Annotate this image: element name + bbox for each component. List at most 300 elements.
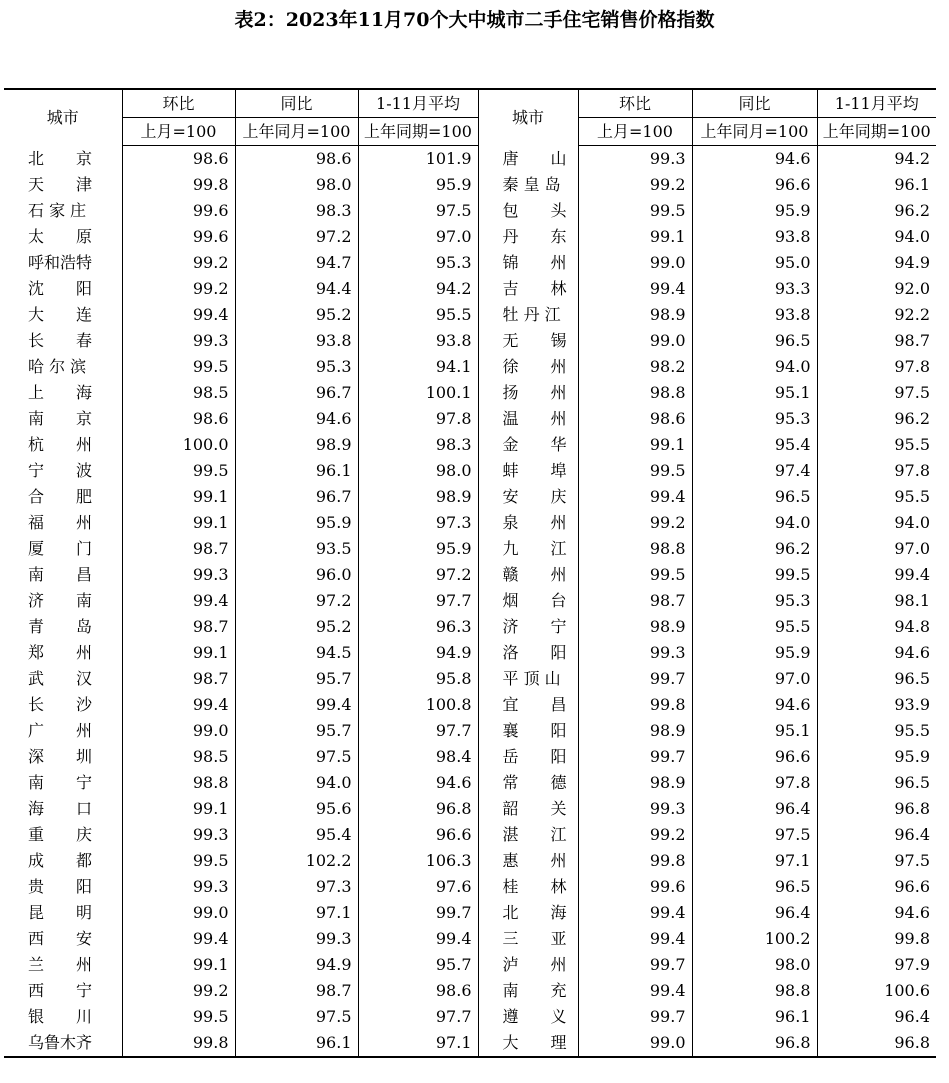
value-cell: 99.6 xyxy=(122,224,235,250)
price-index-table xyxy=(4,88,936,1058)
value-cell: 97.5 xyxy=(817,380,936,406)
value-cell: 99.4 xyxy=(122,926,235,952)
value-cell: 99.5 xyxy=(578,458,692,484)
value-cell: 94.0 xyxy=(817,510,936,536)
value-cell: 98.8 xyxy=(122,770,235,796)
value-cell: 99.4 xyxy=(235,692,358,718)
value-cell: 96.8 xyxy=(692,1030,817,1057)
value-cell: 99.5 xyxy=(578,198,692,224)
value-cell: 96.1 xyxy=(817,172,936,198)
value-cell: 97.2 xyxy=(235,588,358,614)
table-row xyxy=(4,744,936,770)
city-cell: 平 顶 山 xyxy=(478,666,578,692)
value-cell: 94.9 xyxy=(235,952,358,978)
value-cell: 98.1 xyxy=(817,588,936,614)
value-cell: 99.2 xyxy=(578,822,692,848)
header-city-right: 城市 xyxy=(478,89,578,146)
value-cell: 95.1 xyxy=(692,718,817,744)
table-body xyxy=(4,146,936,1058)
value-cell: 99.3 xyxy=(122,822,235,848)
city-cell: 西 安 xyxy=(28,929,93,948)
table-row xyxy=(4,536,936,562)
value-cell: 95.3 xyxy=(235,354,358,380)
value-cell: 95.3 xyxy=(692,588,817,614)
header-yoy-left: 同比 xyxy=(235,89,358,118)
city-cell: 贵 阳 xyxy=(28,877,93,896)
table-row xyxy=(4,718,936,744)
city-cell: 宁 波 xyxy=(28,461,93,480)
value-cell: 99.1 xyxy=(578,432,692,458)
value-cell: 97.5 xyxy=(358,198,478,224)
city-cell: 大 连 xyxy=(28,305,93,324)
value-cell: 99.8 xyxy=(122,172,235,198)
value-cell: 96.5 xyxy=(817,770,936,796)
value-cell: 99.5 xyxy=(122,354,235,380)
city-cell: 上 海 xyxy=(28,383,93,402)
value-cell: 98.3 xyxy=(235,198,358,224)
value-cell: 100.6 xyxy=(817,978,936,1004)
city-cell: 海 口 xyxy=(28,799,93,818)
city-cell: 青 岛 xyxy=(28,617,93,636)
value-cell: 99.3 xyxy=(122,874,235,900)
city-cell: 锦 州 xyxy=(478,250,578,276)
value-cell: 96.4 xyxy=(692,796,817,822)
value-cell: 99.0 xyxy=(578,328,692,354)
value-cell: 93.3 xyxy=(692,276,817,302)
value-cell: 97.0 xyxy=(692,666,817,692)
city-cell: 北 海 xyxy=(478,900,578,926)
value-cell: 98.9 xyxy=(578,718,692,744)
city-cell: 武 汉 xyxy=(28,669,93,688)
value-cell: 99.1 xyxy=(122,484,235,510)
value-cell: 94.9 xyxy=(358,640,478,666)
value-cell: 99.5 xyxy=(692,562,817,588)
value-cell: 94.2 xyxy=(817,146,936,173)
value-cell: 99.4 xyxy=(578,926,692,952)
city-cell: 长 春 xyxy=(28,331,93,350)
value-cell: 97.8 xyxy=(817,458,936,484)
table-row xyxy=(4,224,936,250)
city-cell: 安 庆 xyxy=(478,484,578,510)
value-cell: 95.9 xyxy=(692,198,817,224)
table-row xyxy=(4,380,936,406)
value-cell: 99.1 xyxy=(122,796,235,822)
value-cell: 94.4 xyxy=(235,276,358,302)
city-cell: 广 州 xyxy=(28,721,93,740)
value-cell: 93.9 xyxy=(817,692,936,718)
value-cell: 96.1 xyxy=(692,1004,817,1030)
value-cell: 94.8 xyxy=(817,614,936,640)
city-cell: 泸 州 xyxy=(478,952,578,978)
value-cell: 95.0 xyxy=(692,250,817,276)
city-cell: 烟 台 xyxy=(478,588,578,614)
value-cell: 98.7 xyxy=(817,328,936,354)
value-cell: 98.8 xyxy=(578,536,692,562)
city-cell: 济 宁 xyxy=(478,614,578,640)
city-cell: 合 肥 xyxy=(28,487,93,506)
city-cell: 南 宁 xyxy=(28,773,93,792)
value-cell: 96.5 xyxy=(692,484,817,510)
city-cell: 金 华 xyxy=(478,432,578,458)
value-cell: 98.3 xyxy=(358,432,478,458)
city-cell: 惠 州 xyxy=(478,848,578,874)
city-cell: 大 理 xyxy=(478,1030,578,1057)
city-cell: 济 南 xyxy=(28,591,93,610)
value-cell: 97.6 xyxy=(358,874,478,900)
city-cell: 唐 山 xyxy=(478,146,578,173)
value-cell: 99.2 xyxy=(122,276,235,302)
value-cell: 99.7 xyxy=(578,952,692,978)
value-cell: 92.2 xyxy=(817,302,936,328)
table-header xyxy=(4,89,936,146)
value-cell: 96.6 xyxy=(692,172,817,198)
value-cell: 98.6 xyxy=(122,406,235,432)
city-cell: 呼和浩特 xyxy=(28,253,93,272)
value-cell: 96.8 xyxy=(817,796,936,822)
value-cell: 98.7 xyxy=(122,536,235,562)
value-cell: 98.9 xyxy=(235,432,358,458)
value-cell: 94.5 xyxy=(235,640,358,666)
table-row xyxy=(4,796,936,822)
value-cell: 98.2 xyxy=(578,354,692,380)
value-cell: 93.8 xyxy=(692,224,817,250)
city-cell: 长 沙 xyxy=(28,695,93,714)
city-cell: 南 充 xyxy=(478,978,578,1004)
value-cell: 97.5 xyxy=(235,744,358,770)
value-cell: 95.5 xyxy=(817,718,936,744)
table-row xyxy=(4,276,936,302)
value-cell: 93.8 xyxy=(692,302,817,328)
value-cell: 94.2 xyxy=(358,276,478,302)
value-cell: 99.8 xyxy=(578,848,692,874)
value-cell: 99.5 xyxy=(122,458,235,484)
header-avg-right: 1-11月平均 xyxy=(817,89,936,118)
city-cell: 宜 昌 xyxy=(478,692,578,718)
value-cell: 99.5 xyxy=(122,848,235,874)
value-cell: 96.3 xyxy=(358,614,478,640)
city-cell: 石 家 庄 xyxy=(28,201,87,220)
table-row xyxy=(4,484,936,510)
value-cell: 95.5 xyxy=(817,432,936,458)
value-cell: 99.3 xyxy=(578,640,692,666)
value-cell: 97.1 xyxy=(235,900,358,926)
value-cell: 95.7 xyxy=(235,718,358,744)
value-cell: 95.9 xyxy=(235,510,358,536)
value-cell: 97.1 xyxy=(692,848,817,874)
city-cell: 南 昌 xyxy=(28,565,93,584)
table-row xyxy=(4,952,936,978)
value-cell: 93.8 xyxy=(235,328,358,354)
value-cell: 95.4 xyxy=(692,432,817,458)
city-cell: 牡 丹 江 xyxy=(478,302,578,328)
table-title: 表2：2023年11月70个大中城市二手住宅销售价格指数 xyxy=(234,9,715,31)
table-row xyxy=(4,354,936,380)
value-cell: 99.7 xyxy=(578,666,692,692)
value-cell: 97.7 xyxy=(358,718,478,744)
value-cell: 94.6 xyxy=(692,692,817,718)
value-cell: 92.0 xyxy=(817,276,936,302)
value-cell: 97.3 xyxy=(235,874,358,900)
value-cell: 99.1 xyxy=(122,510,235,536)
value-cell: 95.9 xyxy=(358,536,478,562)
city-cell: 遵 义 xyxy=(478,1004,578,1030)
value-cell: 99.6 xyxy=(122,198,235,224)
city-cell: 天 津 xyxy=(28,175,93,194)
value-cell: 97.9 xyxy=(817,952,936,978)
city-cell: 常 德 xyxy=(478,770,578,796)
value-cell: 99.1 xyxy=(122,952,235,978)
value-cell: 94.6 xyxy=(817,900,936,926)
value-cell: 97.0 xyxy=(358,224,478,250)
header-yoy-base-left: 上年同月=100 xyxy=(235,118,358,146)
city-cell: 厦 门 xyxy=(28,539,93,558)
value-cell: 98.9 xyxy=(578,770,692,796)
header-avg-base-left: 上年同期=100 xyxy=(358,118,478,146)
value-cell: 96.5 xyxy=(692,874,817,900)
table-row xyxy=(4,250,936,276)
city-cell: 韶 关 xyxy=(478,796,578,822)
value-cell: 99.8 xyxy=(578,692,692,718)
city-cell: 昆 明 xyxy=(28,903,93,922)
city-cell: 桂 林 xyxy=(478,874,578,900)
value-cell: 98.6 xyxy=(578,406,692,432)
table-row xyxy=(4,926,936,952)
value-cell: 99.5 xyxy=(122,1004,235,1030)
value-cell: 100.0 xyxy=(122,432,235,458)
value-cell: 98.9 xyxy=(358,484,478,510)
city-cell: 重 庆 xyxy=(28,825,93,844)
value-cell: 99.8 xyxy=(817,926,936,952)
city-cell: 南 京 xyxy=(28,409,93,428)
value-cell: 97.7 xyxy=(358,588,478,614)
value-cell: 99.3 xyxy=(578,146,692,173)
table-row xyxy=(4,458,936,484)
header-avg-left: 1-11月平均 xyxy=(358,89,478,118)
value-cell: 96.6 xyxy=(692,744,817,770)
value-cell: 99.0 xyxy=(122,718,235,744)
value-cell: 97.4 xyxy=(692,458,817,484)
value-cell: 97.2 xyxy=(235,224,358,250)
table-row xyxy=(4,640,936,666)
value-cell: 96.8 xyxy=(817,1030,936,1057)
table-row xyxy=(4,978,936,1004)
city-cell: 乌鲁木齐 xyxy=(4,1030,122,1057)
value-cell: 96.4 xyxy=(817,1004,936,1030)
value-cell: 98.4 xyxy=(358,744,478,770)
header-mom-right: 环比 xyxy=(578,89,692,118)
city-cell: 沈 阳 xyxy=(28,279,93,298)
value-cell: 98.7 xyxy=(122,666,235,692)
value-cell: 94.7 xyxy=(235,250,358,276)
value-cell: 99.5 xyxy=(578,562,692,588)
value-cell: 95.3 xyxy=(692,406,817,432)
value-cell: 98.6 xyxy=(235,146,358,173)
city-cell: 泉 州 xyxy=(478,510,578,536)
city-cell: 西 宁 xyxy=(28,981,93,1000)
value-cell: 98.8 xyxy=(578,380,692,406)
table-row xyxy=(4,588,936,614)
city-cell: 九 江 xyxy=(478,536,578,562)
header-yoy-right: 同比 xyxy=(692,89,817,118)
table-row xyxy=(4,874,936,900)
table-row xyxy=(4,770,936,796)
value-cell: 96.5 xyxy=(817,666,936,692)
value-cell: 99.4 xyxy=(578,276,692,302)
city-cell: 三 亚 xyxy=(478,926,578,952)
city-cell: 徐 州 xyxy=(478,354,578,380)
value-cell: 98.0 xyxy=(235,172,358,198)
city-cell: 湛 江 xyxy=(478,822,578,848)
value-cell: 99.3 xyxy=(578,796,692,822)
value-cell: 94.6 xyxy=(692,146,817,173)
value-cell: 96.6 xyxy=(358,822,478,848)
value-cell: 95.7 xyxy=(235,666,358,692)
value-cell: 94.0 xyxy=(692,354,817,380)
value-cell: 99.3 xyxy=(122,328,235,354)
value-cell: 98.8 xyxy=(692,978,817,1004)
city-cell: 无 锡 xyxy=(478,328,578,354)
value-cell: 99.2 xyxy=(122,250,235,276)
header-yoy-base-right: 上年同月=100 xyxy=(692,118,817,146)
table-row xyxy=(4,562,936,588)
city-cell: 兰 州 xyxy=(28,955,93,974)
value-cell: 95.5 xyxy=(692,614,817,640)
value-cell: 94.6 xyxy=(235,406,358,432)
value-cell: 97.3 xyxy=(358,510,478,536)
value-cell: 96.1 xyxy=(235,1030,358,1057)
city-cell: 郑 州 xyxy=(28,643,93,662)
city-cell: 温 州 xyxy=(478,406,578,432)
table-row xyxy=(4,510,936,536)
value-cell: 96.2 xyxy=(817,198,936,224)
value-cell: 99.4 xyxy=(122,692,235,718)
value-cell: 97.2 xyxy=(358,562,478,588)
value-cell: 98.0 xyxy=(358,458,478,484)
value-cell: 95.2 xyxy=(235,614,358,640)
city-cell: 赣 州 xyxy=(478,562,578,588)
value-cell: 99.1 xyxy=(578,224,692,250)
value-cell: 99.2 xyxy=(578,172,692,198)
value-cell: 99.0 xyxy=(122,900,235,926)
value-cell: 96.5 xyxy=(692,328,817,354)
value-cell: 96.2 xyxy=(817,406,936,432)
table-row xyxy=(4,406,936,432)
value-cell: 96.4 xyxy=(817,822,936,848)
table-row xyxy=(4,900,936,926)
value-cell: 99.4 xyxy=(122,588,235,614)
table-row xyxy=(4,146,936,173)
city-cell: 吉 林 xyxy=(478,276,578,302)
header-mom-base-right: 上月=100 xyxy=(578,118,692,146)
value-cell: 102.2 xyxy=(235,848,358,874)
header-avg-base-right: 上年同期=100 xyxy=(817,118,936,146)
table-row xyxy=(4,666,936,692)
value-cell: 95.9 xyxy=(692,640,817,666)
value-cell: 98.9 xyxy=(578,302,692,328)
value-cell: 97.5 xyxy=(692,822,817,848)
value-cell: 99.4 xyxy=(122,302,235,328)
value-cell: 94.6 xyxy=(817,640,936,666)
value-cell: 99.3 xyxy=(122,562,235,588)
value-cell: 95.3 xyxy=(358,250,478,276)
value-cell: 96.6 xyxy=(817,874,936,900)
value-cell: 95.8 xyxy=(358,666,478,692)
value-cell: 98.7 xyxy=(122,614,235,640)
value-cell: 97.8 xyxy=(358,406,478,432)
city-cell: 襄 阳 xyxy=(478,718,578,744)
value-cell: 99.7 xyxy=(358,900,478,926)
value-cell: 99.1 xyxy=(122,640,235,666)
header-mom-base-left: 上月=100 xyxy=(122,118,235,146)
city-cell: 杭 州 xyxy=(28,435,93,454)
value-cell: 93.8 xyxy=(358,328,478,354)
city-cell: 银 川 xyxy=(28,1007,93,1026)
city-cell: 岳 阳 xyxy=(478,744,578,770)
table-row xyxy=(4,848,936,874)
value-cell: 100.8 xyxy=(358,692,478,718)
value-cell: 99.4 xyxy=(578,900,692,926)
value-cell: 95.6 xyxy=(235,796,358,822)
value-cell: 99.0 xyxy=(578,250,692,276)
value-cell: 95.9 xyxy=(358,172,478,198)
table-row xyxy=(4,198,936,224)
value-cell: 95.1 xyxy=(692,380,817,406)
table-row xyxy=(4,328,936,354)
value-cell: 98.5 xyxy=(122,380,235,406)
table-row xyxy=(4,692,936,718)
value-cell: 97.7 xyxy=(358,1004,478,1030)
table-row xyxy=(4,302,936,328)
city-cell: 北 京 xyxy=(28,148,93,168)
value-cell: 99.6 xyxy=(578,874,692,900)
value-cell: 95.5 xyxy=(358,302,478,328)
value-cell: 96.0 xyxy=(235,562,358,588)
value-cell: 96.7 xyxy=(235,380,358,406)
value-cell: 97.5 xyxy=(235,1004,358,1030)
value-cell: 99.7 xyxy=(578,1004,692,1030)
value-cell: 98.6 xyxy=(358,978,478,1004)
value-cell: 98.7 xyxy=(578,588,692,614)
value-cell: 99.7 xyxy=(578,744,692,770)
value-cell: 96.4 xyxy=(692,900,817,926)
value-cell: 99.3 xyxy=(235,926,358,952)
value-cell: 99.4 xyxy=(358,926,478,952)
header-city-left: 城市 xyxy=(4,89,122,146)
value-cell: 96.1 xyxy=(235,458,358,484)
city-cell: 洛 阳 xyxy=(478,640,578,666)
value-cell: 98.5 xyxy=(122,744,235,770)
value-cell: 101.9 xyxy=(358,146,478,173)
value-cell: 99.2 xyxy=(122,978,235,1004)
value-cell: 98.7 xyxy=(235,978,358,1004)
value-cell: 99.4 xyxy=(817,562,936,588)
value-cell: 94.0 xyxy=(235,770,358,796)
value-cell: 94.0 xyxy=(692,510,817,536)
value-cell: 97.0 xyxy=(817,536,936,562)
table-row xyxy=(4,614,936,640)
value-cell: 98.0 xyxy=(692,952,817,978)
value-cell: 99.4 xyxy=(578,978,692,1004)
table-row xyxy=(4,1004,936,1030)
value-cell: 93.5 xyxy=(235,536,358,562)
value-cell: 95.5 xyxy=(817,484,936,510)
value-cell: 100.1 xyxy=(358,380,478,406)
city-cell: 丹 东 xyxy=(478,224,578,250)
value-cell: 106.3 xyxy=(358,848,478,874)
city-cell: 福 州 xyxy=(28,513,93,532)
city-cell: 成 都 xyxy=(28,851,93,870)
value-cell: 94.1 xyxy=(358,354,478,380)
